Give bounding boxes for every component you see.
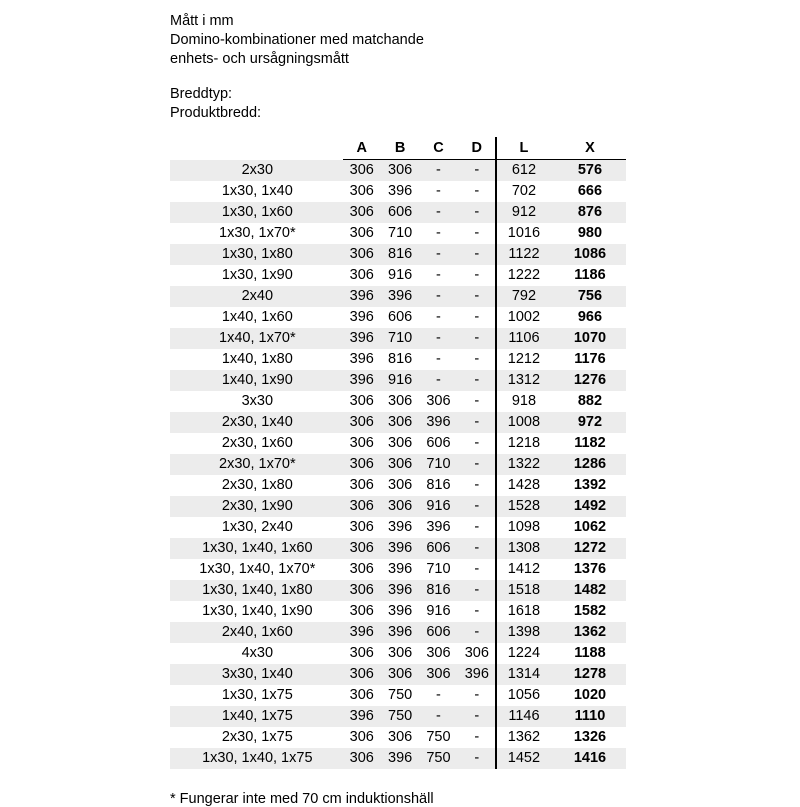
row-label: 2x30, 1x40 [170,412,343,433]
cell-l: 1314 [496,664,560,685]
cell-b: 606 [381,202,419,223]
row-label: 2x30, 1x90 [170,496,343,517]
cell-a: 306 [349,267,374,283]
cell-c: 750 [419,748,457,769]
cell-a: 306 [349,687,374,703]
row-label: 2x30, 1x75 [221,729,293,745]
cell-x: 1110 [560,706,626,727]
cell-c: - [419,244,457,265]
cell-d: - [474,561,480,577]
document-body [170,12,640,807]
table-row [170,160,626,182]
cell-b: 710 [381,328,419,349]
cell-c: - [436,225,441,241]
row-label: 1x30, 2x40 [221,519,293,535]
cell-a: 306 [349,477,374,493]
cell-b: 396 [381,748,419,769]
cell-x: 1286 [560,454,626,475]
cell-c: 396 [426,519,451,535]
cell-l: 792 [496,286,560,307]
table-row [170,223,626,244]
table-row [170,685,626,706]
cell-l: 1362 [507,729,541,745]
cell-x: 1020 [573,687,607,703]
cell-c: 606 [419,622,457,643]
column-divider [495,137,497,769]
cell-b: 306 [381,664,419,685]
table-row [170,454,626,475]
table-row [170,265,626,286]
cell-d: - [458,202,496,223]
cell-a: 306 [349,729,374,745]
cell-l: 1518 [496,580,560,601]
cell-c: 916 [426,603,451,619]
label-width-type: Breddtyp: [170,86,233,102]
cell-x: 1276 [560,370,626,391]
row-label: 1x40, 1x60 [221,309,293,325]
cell-b: 396 [381,622,419,643]
cell-l: 1618 [507,603,541,619]
cell-l: 1308 [496,538,560,559]
cell-x: 1492 [560,496,626,517]
cell-c: - [436,687,441,703]
cell-l: 1312 [496,370,560,391]
cell-b: 306 [381,496,419,517]
cell-x: 1188 [574,645,606,661]
cell-l: 1218 [507,435,541,451]
cell-a: 306 [349,603,374,619]
cell-b: 396 [388,603,413,619]
cell-x: 1582 [573,603,607,619]
cell-l: 1098 [507,519,541,535]
cell-c: 396 [419,412,457,433]
cell-d: - [458,286,496,307]
table-row [170,181,626,202]
row-label: 3x30, 1x40 [170,664,343,685]
cell-c: - [436,351,441,367]
cell-c: - [419,202,457,223]
cell-x: 1272 [560,538,626,559]
cell-l: 1056 [507,687,541,703]
cell-x: 980 [577,225,603,241]
cell-a: 306 [343,160,381,182]
cell-c: 306 [419,664,457,685]
cell-d: - [474,351,480,367]
cell-a: 396 [343,328,381,349]
cell-x: 1362 [560,622,626,643]
cell-a: 306 [349,435,374,451]
col-header-name [170,137,343,160]
cell-a: 396 [349,351,374,367]
cell-a: 306 [343,202,381,223]
cell-x: 1482 [560,580,626,601]
cell-a: 306 [343,244,381,265]
cell-c: - [419,160,457,182]
cell-b: 306 [388,393,413,409]
table-row [170,391,626,412]
row-label: 2x30, 1x80 [221,477,293,493]
cell-d: 396 [458,664,496,685]
cell-x: 1278 [560,664,626,685]
cell-l: 1428 [507,477,541,493]
cell-l: 912 [496,202,560,223]
cell-a: 306 [343,580,381,601]
col-header-b: B [381,137,419,160]
cell-d: - [474,225,480,241]
cell-x: 1416 [560,748,626,769]
cell-l: 702 [511,183,537,199]
row-label: 1x30, 1x80 [170,244,343,265]
cell-x: 1086 [560,244,626,265]
cell-b: 396 [388,561,413,577]
cell-b: 750 [381,706,419,727]
cell-x: 1070 [560,328,626,349]
table-row [170,370,626,391]
cell-l: 1224 [507,645,541,661]
cell-b: 816 [388,351,413,367]
row-label: 2x40 [170,286,343,307]
row-label: 1x30, 1x90 [221,267,293,283]
row-label: 1x30, 1x40, 1x70* [199,561,316,577]
cell-b: 916 [388,267,413,283]
cell-l: 1412 [507,561,541,577]
cell-d: - [474,729,480,745]
cell-a: 306 [349,225,374,241]
table-row [170,727,626,748]
cell-c: 916 [419,496,457,517]
cell-x: 882 [577,393,603,409]
cell-d: - [474,435,480,451]
domino-combinations-table [170,137,626,769]
table-row [170,244,626,265]
table-row [170,559,626,580]
table-row [170,412,626,433]
row-label: 2x40, 1x60 [170,622,343,643]
spec-table-wrapper [170,137,640,769]
cell-l: 1106 [496,328,560,349]
table-row [170,433,626,454]
table-row [170,748,626,769]
cell-d: - [474,603,480,619]
table-row [170,601,626,622]
row-label: 2x30, 1x60 [221,435,293,451]
label-product-width: Produktbredd: [170,105,262,121]
cell-b: 306 [388,477,413,493]
cell-c: 606 [426,435,451,451]
col-header-d: D [458,137,496,160]
table-row [170,349,626,370]
cell-l: 1016 [507,225,541,241]
table-row [170,286,626,307]
table-row [170,622,626,643]
col-header-l: L [496,137,560,160]
cell-x: 1176 [574,351,606,367]
cell-b: 396 [381,286,419,307]
cell-b: 816 [381,244,419,265]
row-label: 1x30, 1x75 [221,687,293,703]
row-label: 2x30 [170,160,343,182]
cell-l: 612 [496,160,560,182]
cell-d: - [458,370,496,391]
intro-text: Mått i mm Domino-kombinationer med matchande enhets- och ursågningsmått [170,13,424,67]
cell-l: 918 [511,393,537,409]
row-label: 1x30, 1x60 [170,202,343,223]
table-row [170,517,626,538]
cell-a: 306 [343,454,381,475]
row-label: 3x30 [241,393,274,409]
cell-c: - [436,183,441,199]
cell-l: 1122 [496,244,560,265]
cell-b: 396 [388,183,413,199]
cell-c: 710 [426,561,451,577]
row-label: 1x30, 1x40, 1x60 [170,538,343,559]
cell-b: 396 [388,519,413,535]
cell-l: 1528 [496,496,560,517]
cell-c: - [419,370,457,391]
cell-a: 396 [343,622,381,643]
cell-b: 306 [388,435,413,451]
cell-l: 1146 [496,706,560,727]
cell-c: - [419,706,457,727]
cell-x: 1392 [573,477,607,493]
cell-b: 606 [388,309,413,325]
cell-x: 966 [577,309,603,325]
cell-d: - [458,454,496,475]
cell-d: - [458,160,496,182]
cell-x: 876 [560,202,626,223]
cell-d: - [458,580,496,601]
row-label: 1x30, 1x40, 1x80 [170,580,343,601]
cell-d: - [474,267,480,283]
cell-c: 306 [426,393,451,409]
cell-l: 1002 [507,309,541,325]
cell-l: 1322 [496,454,560,475]
cell-l: 1452 [496,748,560,769]
cell-a: 306 [343,496,381,517]
cell-b: 396 [381,580,419,601]
cell-b: 306 [388,645,413,661]
table-header-row [170,137,626,160]
cell-a: 306 [343,412,381,433]
row-label: 1x40, 1x70* [170,328,343,349]
cell-b: 916 [381,370,419,391]
cell-d: - [458,496,496,517]
row-label: 1x40, 1x80 [221,351,293,367]
row-label: 4x30 [241,645,274,661]
cell-b: 710 [388,225,413,241]
spacer [170,69,640,85]
cell-a: 396 [343,370,381,391]
cell-c: - [419,286,457,307]
col-header-c: C [419,137,457,160]
row-label: 1x40, 1x90 [170,370,343,391]
cell-b: 396 [381,538,419,559]
table-row [170,328,626,349]
cell-a: 306 [343,748,381,769]
cell-x: 756 [560,286,626,307]
cell-d: - [458,706,496,727]
cell-b: 306 [381,454,419,475]
cell-d: - [474,687,480,703]
cell-x: 972 [560,412,626,433]
table-row [170,475,626,496]
cell-c: 816 [419,580,457,601]
cell-d: - [474,183,480,199]
cell-b: 306 [381,160,419,182]
cell-a: 306 [349,561,374,577]
cell-c: - [436,309,441,325]
cell-x: 1376 [573,561,607,577]
row-label: 1x30, 1x70* [219,225,296,241]
row-label: 1x30, 1x40 [221,183,293,199]
cell-a: 396 [343,706,381,727]
cell-d: - [474,309,480,325]
cell-c: 816 [426,477,451,493]
cell-x: 1182 [574,435,606,451]
cell-l: 1008 [496,412,560,433]
cell-d: - [458,412,496,433]
cell-d: - [458,538,496,559]
table-row [170,706,626,727]
row-label: 1x30, 1x40, 1x90 [202,603,313,619]
table-row [170,538,626,559]
cell-b: 750 [388,687,413,703]
cell-b: 306 [381,412,419,433]
row-label: 1x30, 1x40, 1x75 [170,748,343,769]
col-header-a: A [343,137,381,160]
cell-a: 396 [349,309,374,325]
cell-a: 306 [349,645,374,661]
cell-d: - [458,328,496,349]
cell-c: 606 [419,538,457,559]
cell-c: - [419,328,457,349]
cell-x: 1186 [574,267,606,283]
cell-l: 1212 [507,351,541,367]
cell-b: 306 [388,729,413,745]
cell-x: 576 [560,160,626,182]
row-label: 2x30, 1x70* [170,454,343,475]
cell-a: 306 [343,538,381,559]
spacer [170,123,640,137]
cell-x: 1062 [573,519,607,535]
cell-d: - [458,748,496,769]
cell-x: 1326 [573,729,607,745]
cell-c: 306 [426,645,451,661]
cell-c: 710 [419,454,457,475]
cell-c: 750 [426,729,451,745]
cell-d: - [474,393,480,409]
cell-a: 306 [343,664,381,685]
table-row [170,664,626,685]
footnote: * Fungerar inte med 70 cm induktionshäll [170,791,434,807]
cell-d: - [474,477,480,493]
table-row [170,580,626,601]
cell-a: 306 [349,183,374,199]
table-row [170,307,626,328]
cell-d: - [458,622,496,643]
col-header-x: X [560,137,626,160]
table-row [170,496,626,517]
cell-a: 396 [343,286,381,307]
cell-l: 1398 [496,622,560,643]
cell-d: - [474,519,480,535]
table-row [170,643,626,664]
row-label: 1x40, 1x75 [170,706,343,727]
table-row [170,202,626,223]
cell-x: 666 [577,183,603,199]
cell-a: 306 [349,393,374,409]
cell-d: 306 [464,645,489,661]
cell-a: 306 [349,519,374,535]
cell-l: 1222 [507,267,541,283]
cell-d: - [458,244,496,265]
cell-c: - [436,267,441,283]
